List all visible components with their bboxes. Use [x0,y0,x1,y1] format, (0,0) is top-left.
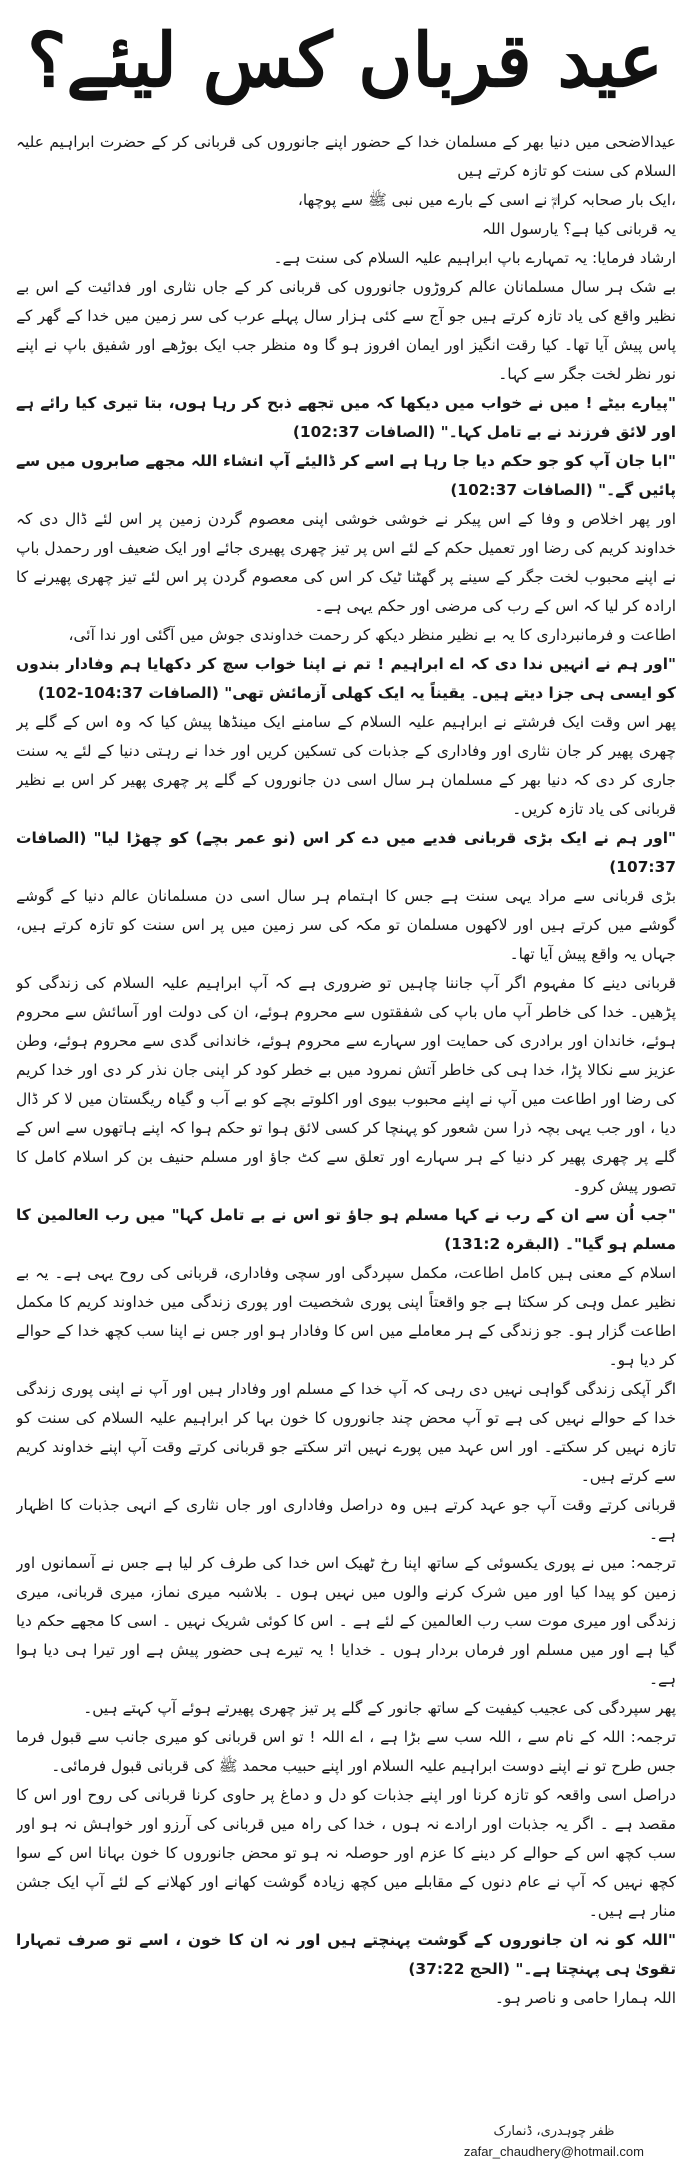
quote-paragraph: "اللہ کو نہ ان جانوروں کے گوشت پہنچتے ہیں اور نہ ان کا خون ، اسے تو صرف تمہارا تقویٰ ہی پہنچتا ہے۔" (الحج 37:22) [16,1931,676,1978]
quote-paragraph: "اور ہم نے ایک بڑی قربانی فدیے میں دے کر اس (نو عمر بچے) کو چھڑا لیا" (الصافات 107:37) [16,829,676,876]
paragraph: بے شک ہر سال مسلمانان عالم کروڑوں جانوروں کی قربانی کر کے جاں نثاری اور فدائیت کے اس بے نظیر واقع کی یاد تازہ کرتے ہیں جو آج سے کئی ہزار سال پہلے عرب کی سر زمین میں خدا کے گھر کے پاس پیش آیا تھا۔ کیا رقت انگیز اور ایمان افروز ہو گا وہ منظر جب ایک بوڑھے اور شفیق باپ نے اپنے نور نظر لخت جگر سے کہا۔ [16,278,676,383]
author-name: ظفر چوہدری، ڈنمارک [493,2124,615,2139]
paragraph: پھر اس وقت ایک فرشتے نے ابراہیم علیہ السلام کے سامنے ایک مینڈھا پیش کیا کہ وہ اس کے گلے پر چھری پھیر کر جان نثاری اور وفاداری کے جذبات کی تسکین کریں اور خدا نے رہتی دنیا کے لئے یہ سنت جاری کر دی کہ دنیا بھر کے مسلمان ہر سال اسی دن جانوروں کے گلے پر چھری پھیر کر اس بے نظیر قربانی کی یاد تازہ کریں۔ [16,713,676,818]
title-banner [0,0,690,122]
paragraph: اسلام کے معنی ہیں کامل اطاعت، مکمل سپردگی اور سچی وفاداری، قربانی کی روح یہی ہے۔ یہ بے نظیر عمل وہی کر سکتا ہے جو واقعتاً اپنی پوری شخصیت اور پوری زندگی میں خداوند کریم کا مکمل اطاعت گزار ہو۔ جو زندگی کے ہر معاملے میں اس کا وفادار ہو اور جس نے اپنا سب کچھ خدا کے حوالے کر دیا ہو۔ [16,1264,676,1369]
author-email: zafar_chaudhery@hotmail.com [463,2144,644,2159]
quote-paragraph: "ابا جان آپ کو جو حکم دیا جا رہا ہے اسے کر ڈالیئے آپ انشاء اللہ مجھے صابروں میں سے پائیں گے۔" (الصافات 102:37) [16,452,676,499]
paragraph: یہ قربانی کیا ہے؟ یارسول اللہ [481,220,676,238]
paragraph: ،ایک بار صحابہ کرامؓ نے اسی کے بارے میں نبی ﷺ سے پوچھا، [297,191,676,209]
article-title: عید قرباں کس لیئے؟ [27,18,663,104]
paragraph: پھر سپردگی کی عجیب کیفیت کے ساتھ جانور کے گلے پر تیز چھری پھیرتے ہوئے آپ کہتے ہیں۔ [83,1699,676,1717]
paragraph: اور پھر اخلاص و وفا کے اس پیکر نے خوشی خوشی اپنی معصوم گردن زمین پر اس لئے ڈال دی کہ خداوند کریم کی رضا اور تعمیل حکم کے لئے اس پر تیز چھری پھیری جائے اور ایک ضعیف اور رحمدل باپ نے اپنے محبوب لخت جگر کے سینے پر گھٹنا ٹیک کر اس کی معصوم گردن پر اس لئے تیز چھری پھیرنے کا ارادہ کر لیا کہ اس کے رب کی مرضی اور حکم یہی ہے۔ [16,510,676,615]
paragraph: عیدالاضحی میں دنیا بھر کے مسلمان خدا کے حضور اپنے جانوروں کی قربانی کر کے حضرت ابراہیم علیہ السلام کی سنت کو تازہ کرتے ہیں [16,133,676,180]
paragraph: دراصل اسی واقعہ کو تازہ کرنا اور اپنے جذبات کو دل و دماغ پر حاوی کرنا قربانی کی روح اور اس کا مقصد ہے ۔ اگر یہ جذبات اور ارادے نہ ہوں ، خدا کی راہ میں قربانی کی آرزو اور خواہش نہ ہو اور سب کچھ اس کے حوالے کر دینے کا عزم اور حوصلہ نہ ہو تو محض جانوروں کا خون بہانا اس کے سوا کچھ نہیں کہ آپ نے عام دنوں کے مقابلے میں کچھ زیادہ گوشت کھانے اور کھلانے کے لئے آپ ایک جشن منار ہے ہیں۔ [16,1786,676,1920]
paragraph: ارشاد فرمایا: یہ تمہارے باپ ابراہیم علیہ السلام کی سنت ہے۔ [273,249,676,267]
quote-paragraph: "اور ہم نے انہیں ندا دی کہ اے ابراہیم ! تم نے اپنا خواب سچ کر دکھایا ہم وفادار بندوں کو ایسی ہی جزا دیتے ہیں۔ یقیناً یہ ایک کھلی آزمائش تھی" (الصافات 104:37-102) [16,655,676,702]
paragraph: ترجمہ: میں نے پوری یکسوئی کے ساتھ اپنا رخ ٹھیک اس خدا کی طرف کر لیا ہے جس نے آسمانوں اور زمین کو پیدا کیا اور میں شرک کرنے والوں میں نہیں ہوں ۔ بلاشبہ میری نماز، میری قربانی، میری زندگی اور میری موت سب رب العالمین کے لئے ہے ۔ اس کا کوئی شریک نہیں ۔ اسی کا مجھے حکم دیا گیا ہے اور میں مسلم اور فرماں بردار ہوں ۔ خدایا ! یہ تیرے ہی حضور پیش ہے اور تیرا ہی دیا ہوا ہے۔ [16,1554,676,1688]
quote-paragraph: "پیارے بیٹے ! میں نے خواب میں دیکھا کہ میں تجھے ذبح کر رہا ہوں، بتا تیری کیا رائے ہے اور لائق فرزند نے بے تامل کہا۔" (الصافات 102:37) [16,394,676,441]
paragraph: قربانی کرتے وقت آپ جو عہد کرتے ہیں وہ دراصل وفاداری اور جاں نثاری کے انہی جذبات کا اظہار ہے۔ [16,1496,676,1543]
quote-paragraph: "جب اُن سے ان کے رب نے کہا مسلم ہو جاؤ تو اس نے بے تامل کہا" میں رب العالمین کا مسلم ہو گیا"۔ (البقرہ 131:2) [16,1206,676,1253]
paragraph: قربانی دینے کا مفہوم اگر آپ جاننا چاہیں تو ضروری ہے کہ آپ ابراہیم علیہ السلام کی زندگی کو پڑھیں۔ خدا کی خاطر آپ ماں باپ کی شفقتوں سے محروم ہوئے، ان کی دولت اور آسائش سے محروم ہوئے، خاندان اور برادری کی حمایت اور سہارے سے محروم ہوئے، خاندانی گدی سے محروم ہوئے، وطن عزیز سے نکالا پڑا، خدا ہی کی خاطر آتش نمرود میں بے خطر کود کر اپنی جان نذر کر دی اور خدا کریم کی رضا اور اطاعت میں آپ نے اپنے محبوب بیوی اور اکلوتے بچے کو بے آب و گیاہ ریگستان میں لا کر ڈال دیا ، اور جب یہی بچہ ذرا سن شعور کو پہنچا کر کسی لائق ہوا تو حکم ہوا کہ اپنے ہاتھوں سے اس کے گلے پر چھری پھیر کر دنیا کے ہر سہارے اور تعلق سے کٹ جاؤ اور مسلم حنیف بن کر اسلام کامل کا تصور پیش کرو۔ [16,974,676,1195]
closing-line: اللہ ہمارا حامی و ناصر ہو۔ [494,1989,676,2007]
byline [464,2122,644,2162]
paragraph: بڑی قربانی سے مراد یہی سنت ہے جس کا اہتمام ہر سال اسی دن مسلمانان عالم دنیا کے گوشے گوشے میں کرتے ہیں اور لاکھوں مسلمان تو مکہ کی سر زمین میں پر اس سنت کو تازہ کرتے ہیں، جہاں یہ واقع پیش آیا تھا۔ [16,887,676,963]
article-body [16,128,676,2118]
paragraph: اگر آپکی زندگی گواہی نہیں دی رہی کہ آپ خدا کے مسلم اور وفادار ہیں اور آپ نے اپنی پوری زندگی خدا کے حوالے نہیں کی ہے تو آپ محض چند جانوروں کا خون بہا کر ابراہیم علیہ السلام کی سنت کو تازہ نہیں کر سکتے۔ اور اس عہد میں پورے نہیں اتر سکتے جو قربانی کرتے وقت آپ اپنے خداوند کریم سے کرتے ہیں۔ [16,1380,676,1485]
paragraph: اطاعت و فرمانبرداری کا یہ بے نظیر منظر دیکھ کر رحمت خداوندی جوش میں آگئی اور ندا آئی، [68,626,676,644]
paragraph: ترجمہ: اللہ کے نام سے ، اللہ سب سے بڑا ہے ، اے اللہ ! تو اس قربانی کو میری جانب سے قبول فرما جس طرح تو نے اپنے دوست ابراہیم علیہ السلام اور اپنے حبیب محمد ﷺ کی قربانی قبول فرمائی۔ [16,1728,676,1775]
